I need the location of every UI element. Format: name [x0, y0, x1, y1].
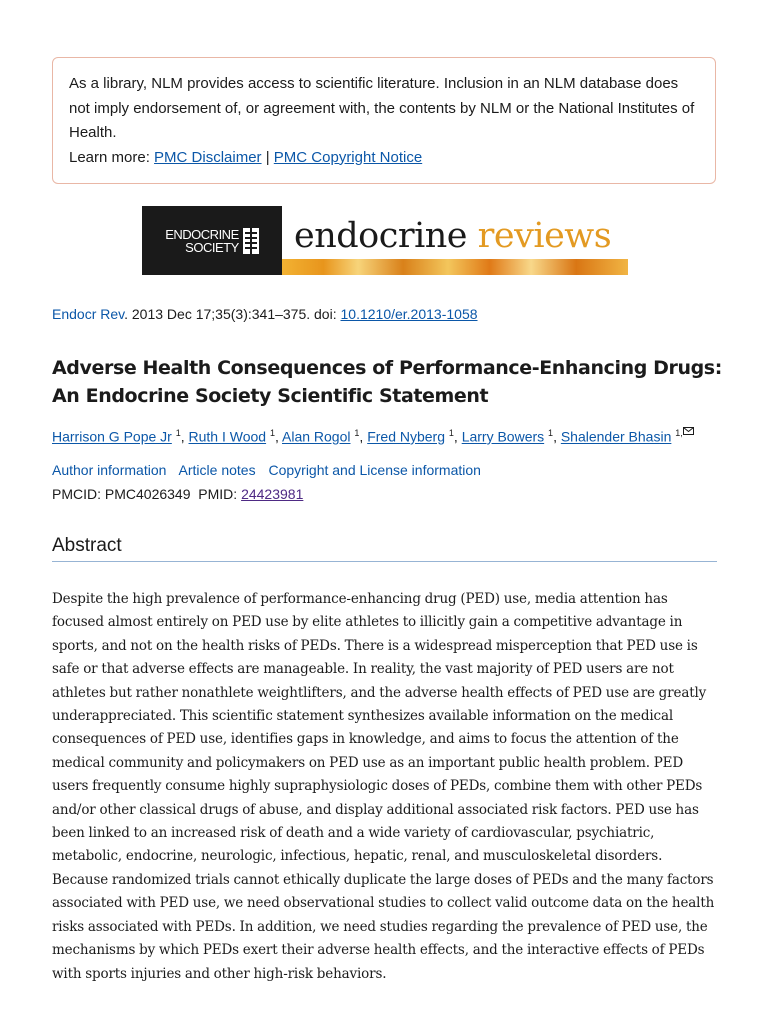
article-notes-toggle[interactable]: Article notes [178, 462, 256, 478]
author-affiliation-sup: 1, [675, 428, 683, 438]
disclaimer-text: As a library, NLM provides access to scientific literature. Inclusion in an NLM database does not imply endorsement of, or agreement with, the contents by NLM or the National Institutes of Health. [69, 75, 695, 141]
link-separator: | [261, 148, 274, 166]
journal-name [294, 214, 611, 258]
learn-more-line [69, 146, 699, 171]
doi-link[interactable]: 10.1210/er.2013-1058 [340, 306, 478, 322]
article-ids [52, 484, 303, 504]
society-line-2: SOCIETY [185, 239, 239, 255]
endocrine-society-logo [142, 206, 282, 275]
pmcid-value: PMC4026349 [104, 486, 191, 502]
abstract-text: Despite the high prevalence of performance-enhancing drug (PED) use, media attention has focused almost entirely on PED use by elite athletes to illicitly gain a competitive advantage in sports, and not on the health risks of PEDs. There is a widespread misperception that PED use is safe or that adverse effects are manageable. In reality, the vast majority of PED users are not athletes but rather nonathlete weightlifters, and the adverse health effects of PED use are greatly underappreciated. This scientific statement synthesizes available information on the medical consequences of PED use, identifies gaps in knowledge, and aims to focus the attention of the medical community and policymakers on PED use as an important public health problem. PED users frequently consume highly supraphysiologic doses of PEDs, combine them with other PEDs and/or other classical drugs of abuse, and display additional associated risk factors. PED use has been linked to an increased risk of death and a wide variety of cardiovascular, psychiatric, metabolic, endocrine, neurologic, infectious, hepatic, renal, and musculoskeletal disorders. Because randomized trials cannot ethically duplicate the large doses of PEDs and the many factors associated with PED use, we need observational studies to collect valid outcome data on the health risks associated with PEDs. In addition, we need studies regarding the prevalence of PED use, the mechanisms by which PEDs exert their adverse health effects, and the interactive effects of PEDs with sports injuries and other high-risk behaviors. [52, 591, 715, 982]
author-link[interactable]: Ruth I Wood [188, 428, 267, 445]
author-link[interactable]: Alan Rogol [282, 428, 351, 445]
pmid-label: PMID: [198, 486, 242, 502]
journal-word-endocrine: endocrine [294, 216, 468, 256]
pmc-disclaimer-link[interactable]: PMC Disclaimer [154, 148, 262, 166]
pmcid-label: PMCID: [52, 486, 105, 502]
society-emblem-icon [243, 228, 259, 254]
author-affiliation-sup: 1 [448, 428, 454, 438]
citation-details: . 2013 Dec 17;35(3):341–375. doi: [124, 306, 341, 322]
journal-abbrev-link[interactable]: Endocr Rev [52, 306, 125, 322]
author-affiliation-sup: 1 [548, 428, 554, 438]
copyright-license-toggle[interactable]: Copyright and License information [268, 462, 481, 478]
author-list: Harrison G Pope Jr $^1$, Ruth I Wood $^1$, Alan Rogol $^1$, Fred Nyberg $^1$, Larry Bowers $^1$, Shalender Bhasin $^{1,}$ [52, 423, 694, 447]
author-link[interactable]: Shalender Bhasin [560, 428, 672, 445]
author-affiliation-sup: 1 [354, 428, 360, 438]
author-link[interactable]: Fred Nyberg [367, 428, 445, 445]
article-title: Adverse Health Consequences of Performance-Enhancing Drugs: An Endocrine Society Scientific Statement [52, 357, 722, 407]
nlm-disclaimer-notice [52, 57, 716, 184]
pmc-copyright-notice-link[interactable]: PMC Copyright Notice [273, 148, 423, 166]
journal-title-banner [282, 206, 628, 275]
author-affiliation-sup: 1 [175, 428, 181, 438]
abstract-heading: Abstract [52, 533, 717, 562]
author-information-toggle[interactable]: Author information [52, 462, 167, 478]
author-link[interactable]: Harrison G Pope Jr [52, 428, 172, 445]
society-line-1: ENDOCRINE [165, 226, 239, 242]
learn-more-label: Learn more: [69, 148, 155, 166]
society-wordmark [165, 228, 239, 254]
journal-banner[interactable] [142, 206, 628, 275]
pmid-link[interactable]: 24423981 [241, 486, 304, 502]
author-affiliation-sup: 1 [269, 428, 275, 438]
journal-word-reviews: reviews [477, 216, 612, 256]
article-info-links [52, 460, 490, 480]
citation-line [52, 304, 478, 324]
corresponding-email-icon[interactable] [683, 427, 694, 435]
author-link[interactable]: Larry Bowers [461, 428, 545, 445]
banner-texture-stripe [282, 259, 628, 275]
